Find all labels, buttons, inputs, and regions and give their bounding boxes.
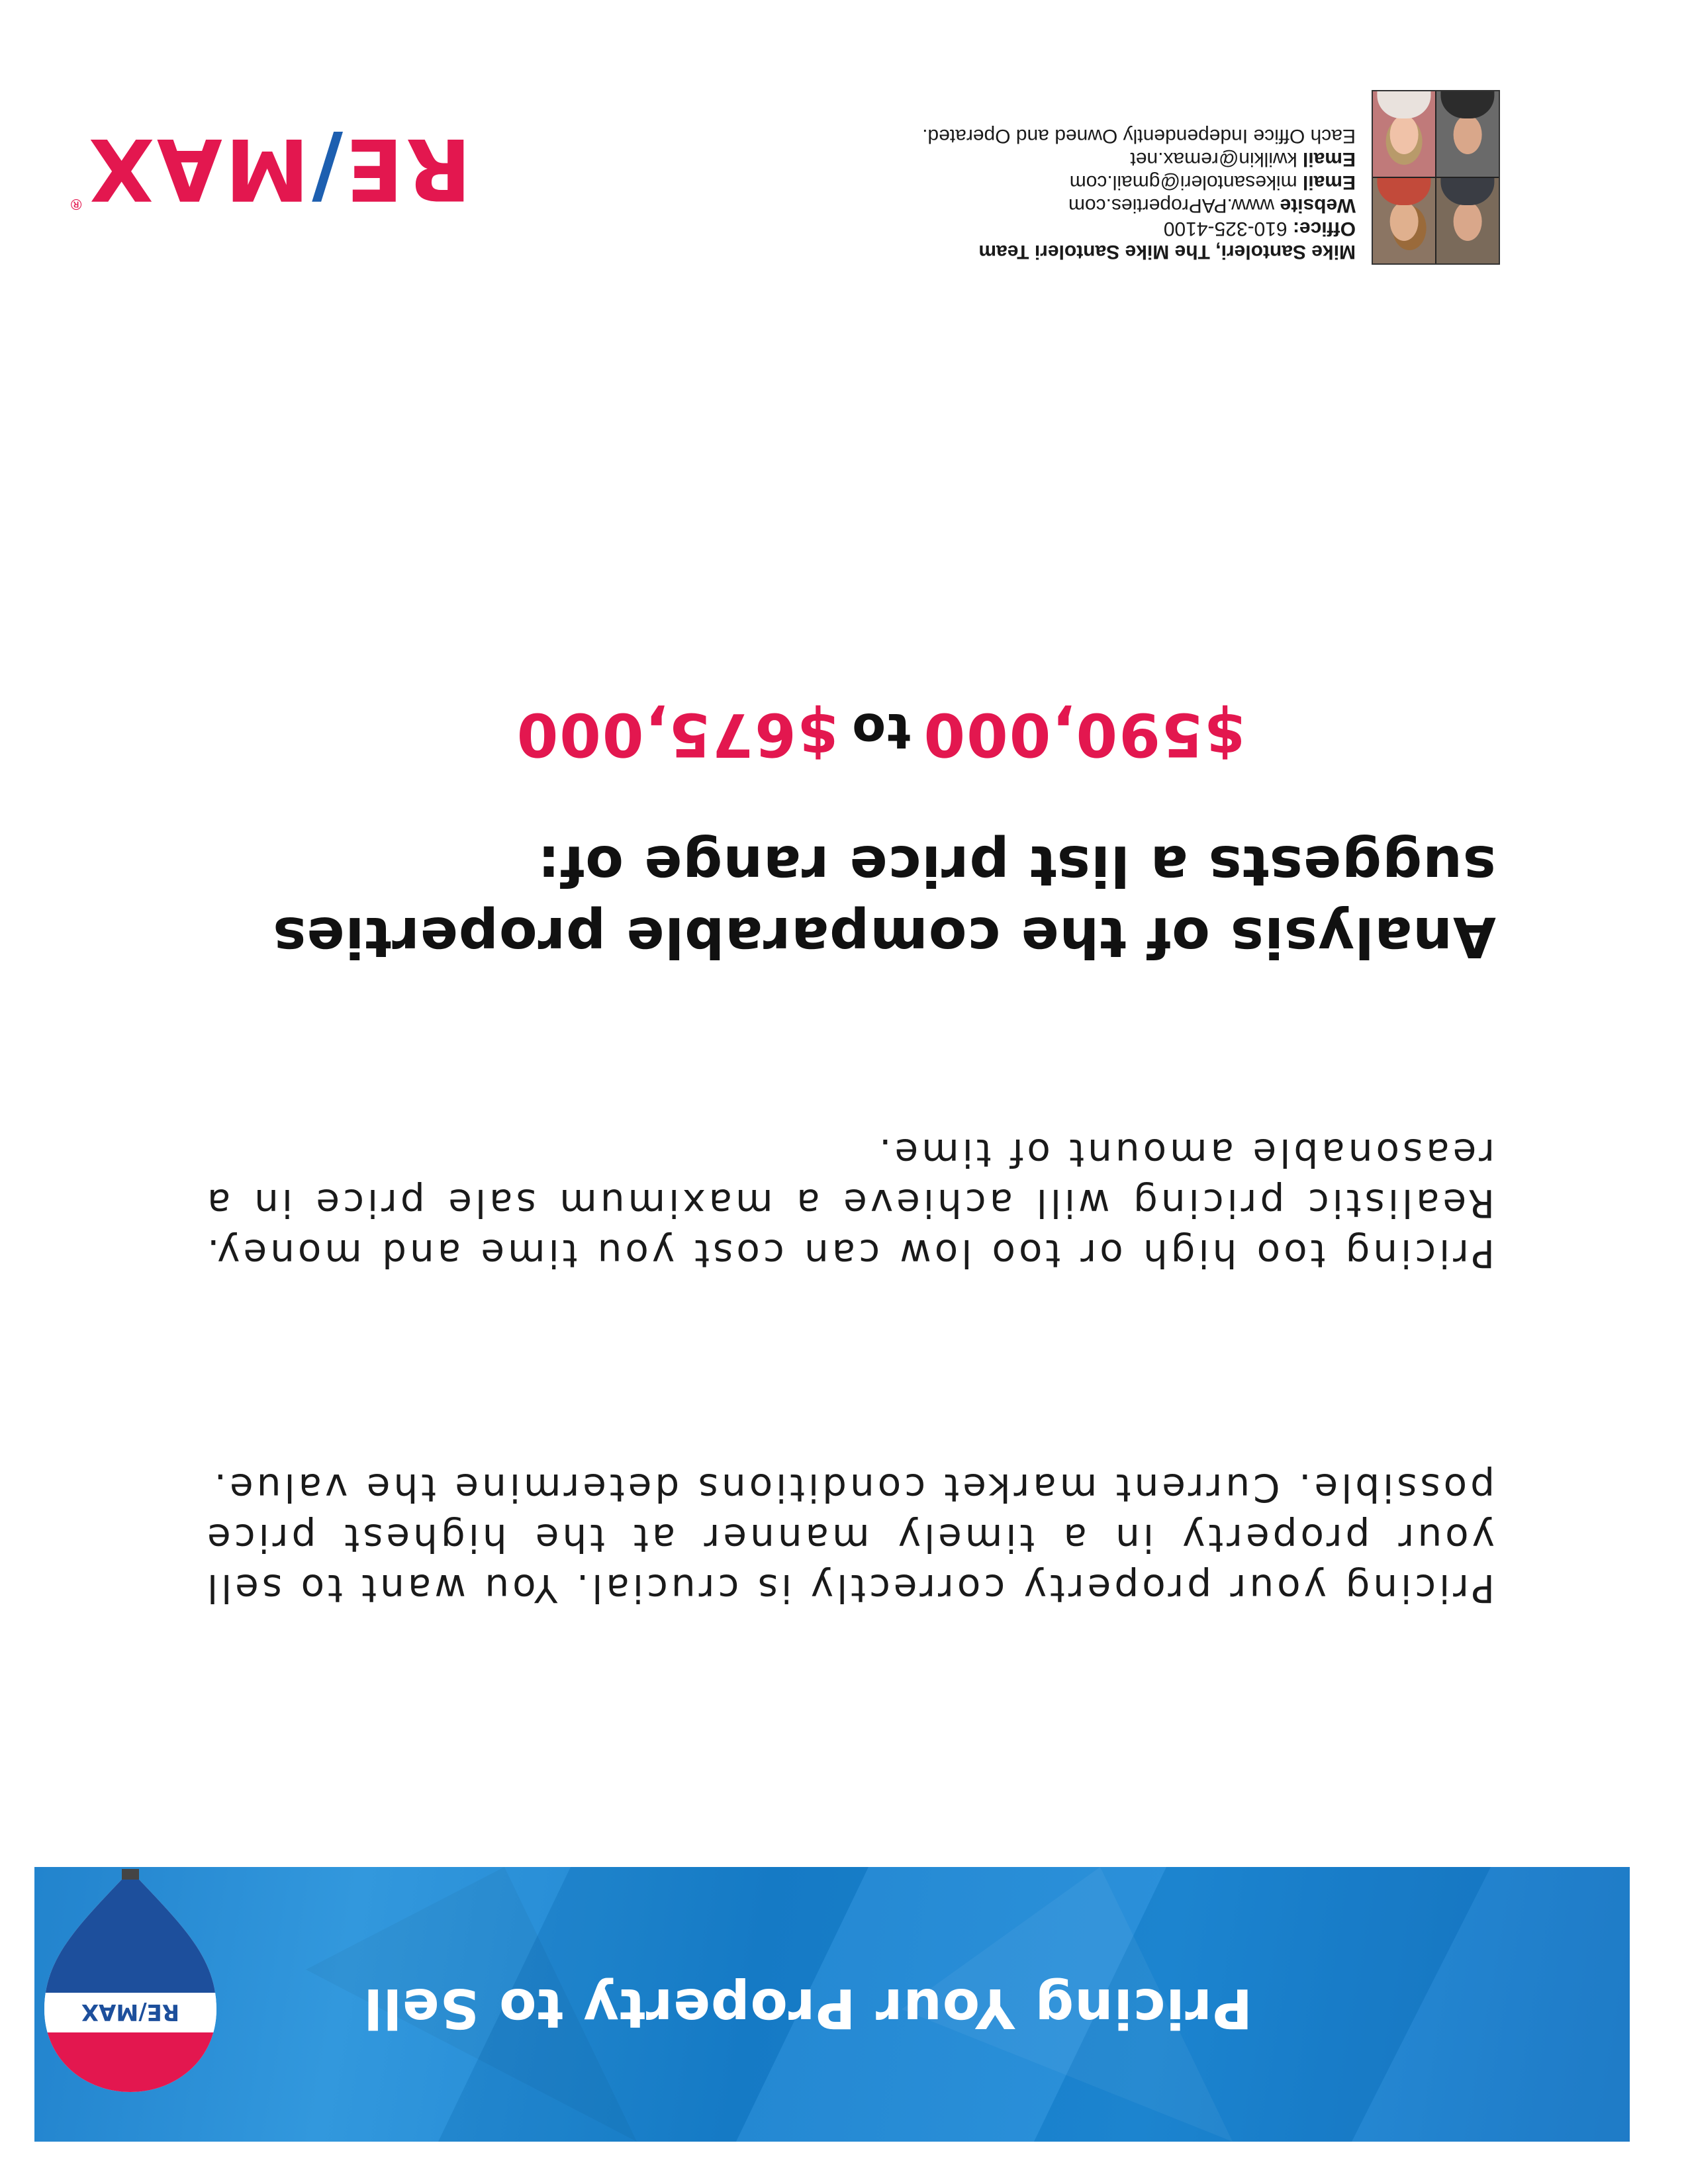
analysis-headline: Analysis of the comparable properties suggests a list price range of:	[272, 833, 1496, 970]
header-banner	[34, 1867, 1630, 2142]
banner-title: Pricing Your Property to Sell	[363, 1976, 1252, 2039]
team-photo	[1373, 91, 1435, 177]
office-label: Office:	[1292, 218, 1356, 240]
team-photos	[1372, 90, 1500, 265]
office-phone: 610-325-4100	[1163, 218, 1288, 240]
website-link[interactable]: www.PAProperties.com	[1068, 195, 1275, 216]
price-connector: to	[851, 702, 911, 759]
logo-max: MAX	[86, 119, 310, 218]
registered-mark: ®	[66, 195, 84, 212]
email-label: Email	[1302, 148, 1356, 170]
team-photo	[1436, 91, 1499, 177]
price-low: $590,000	[922, 700, 1246, 769]
email-link[interactable]: mikesantoleri@gmail.com	[1069, 171, 1297, 193]
team-photo	[1436, 178, 1499, 263]
website-label: Website	[1280, 195, 1356, 216]
intro-paragraph: Pricing your property correctly is crucial. You want to sell your property in a timely manner at the highest price possible. Current market conditions determine the value.	[204, 1465, 1495, 1611]
contact-block	[922, 124, 1356, 263]
logo-re: RE	[343, 119, 471, 218]
remax-balloon-logo	[41, 1867, 220, 2095]
team-photo	[1373, 178, 1435, 263]
logo-slash: /	[309, 119, 343, 218]
price-range	[516, 700, 1246, 769]
agent-name: Mike Santoleri, The Mike Santoleri Team	[978, 241, 1356, 263]
email-label: Email	[1302, 171, 1356, 193]
price-high: $675,000	[515, 700, 839, 769]
remax-logo	[66, 119, 471, 218]
office-disclaimer: Each Office Independently Owned and Operated.	[922, 125, 1356, 147]
pricing-paragraph: Pricing too high or too low can cost you time and money. Realistic pricing will achieve a maximum sale price in a reasonable amount of time.	[204, 1130, 1495, 1276]
email-link[interactable]: kwilkin@remax.net	[1130, 148, 1297, 170]
balloon-logo-text: RE/MAX	[81, 1999, 180, 2025]
